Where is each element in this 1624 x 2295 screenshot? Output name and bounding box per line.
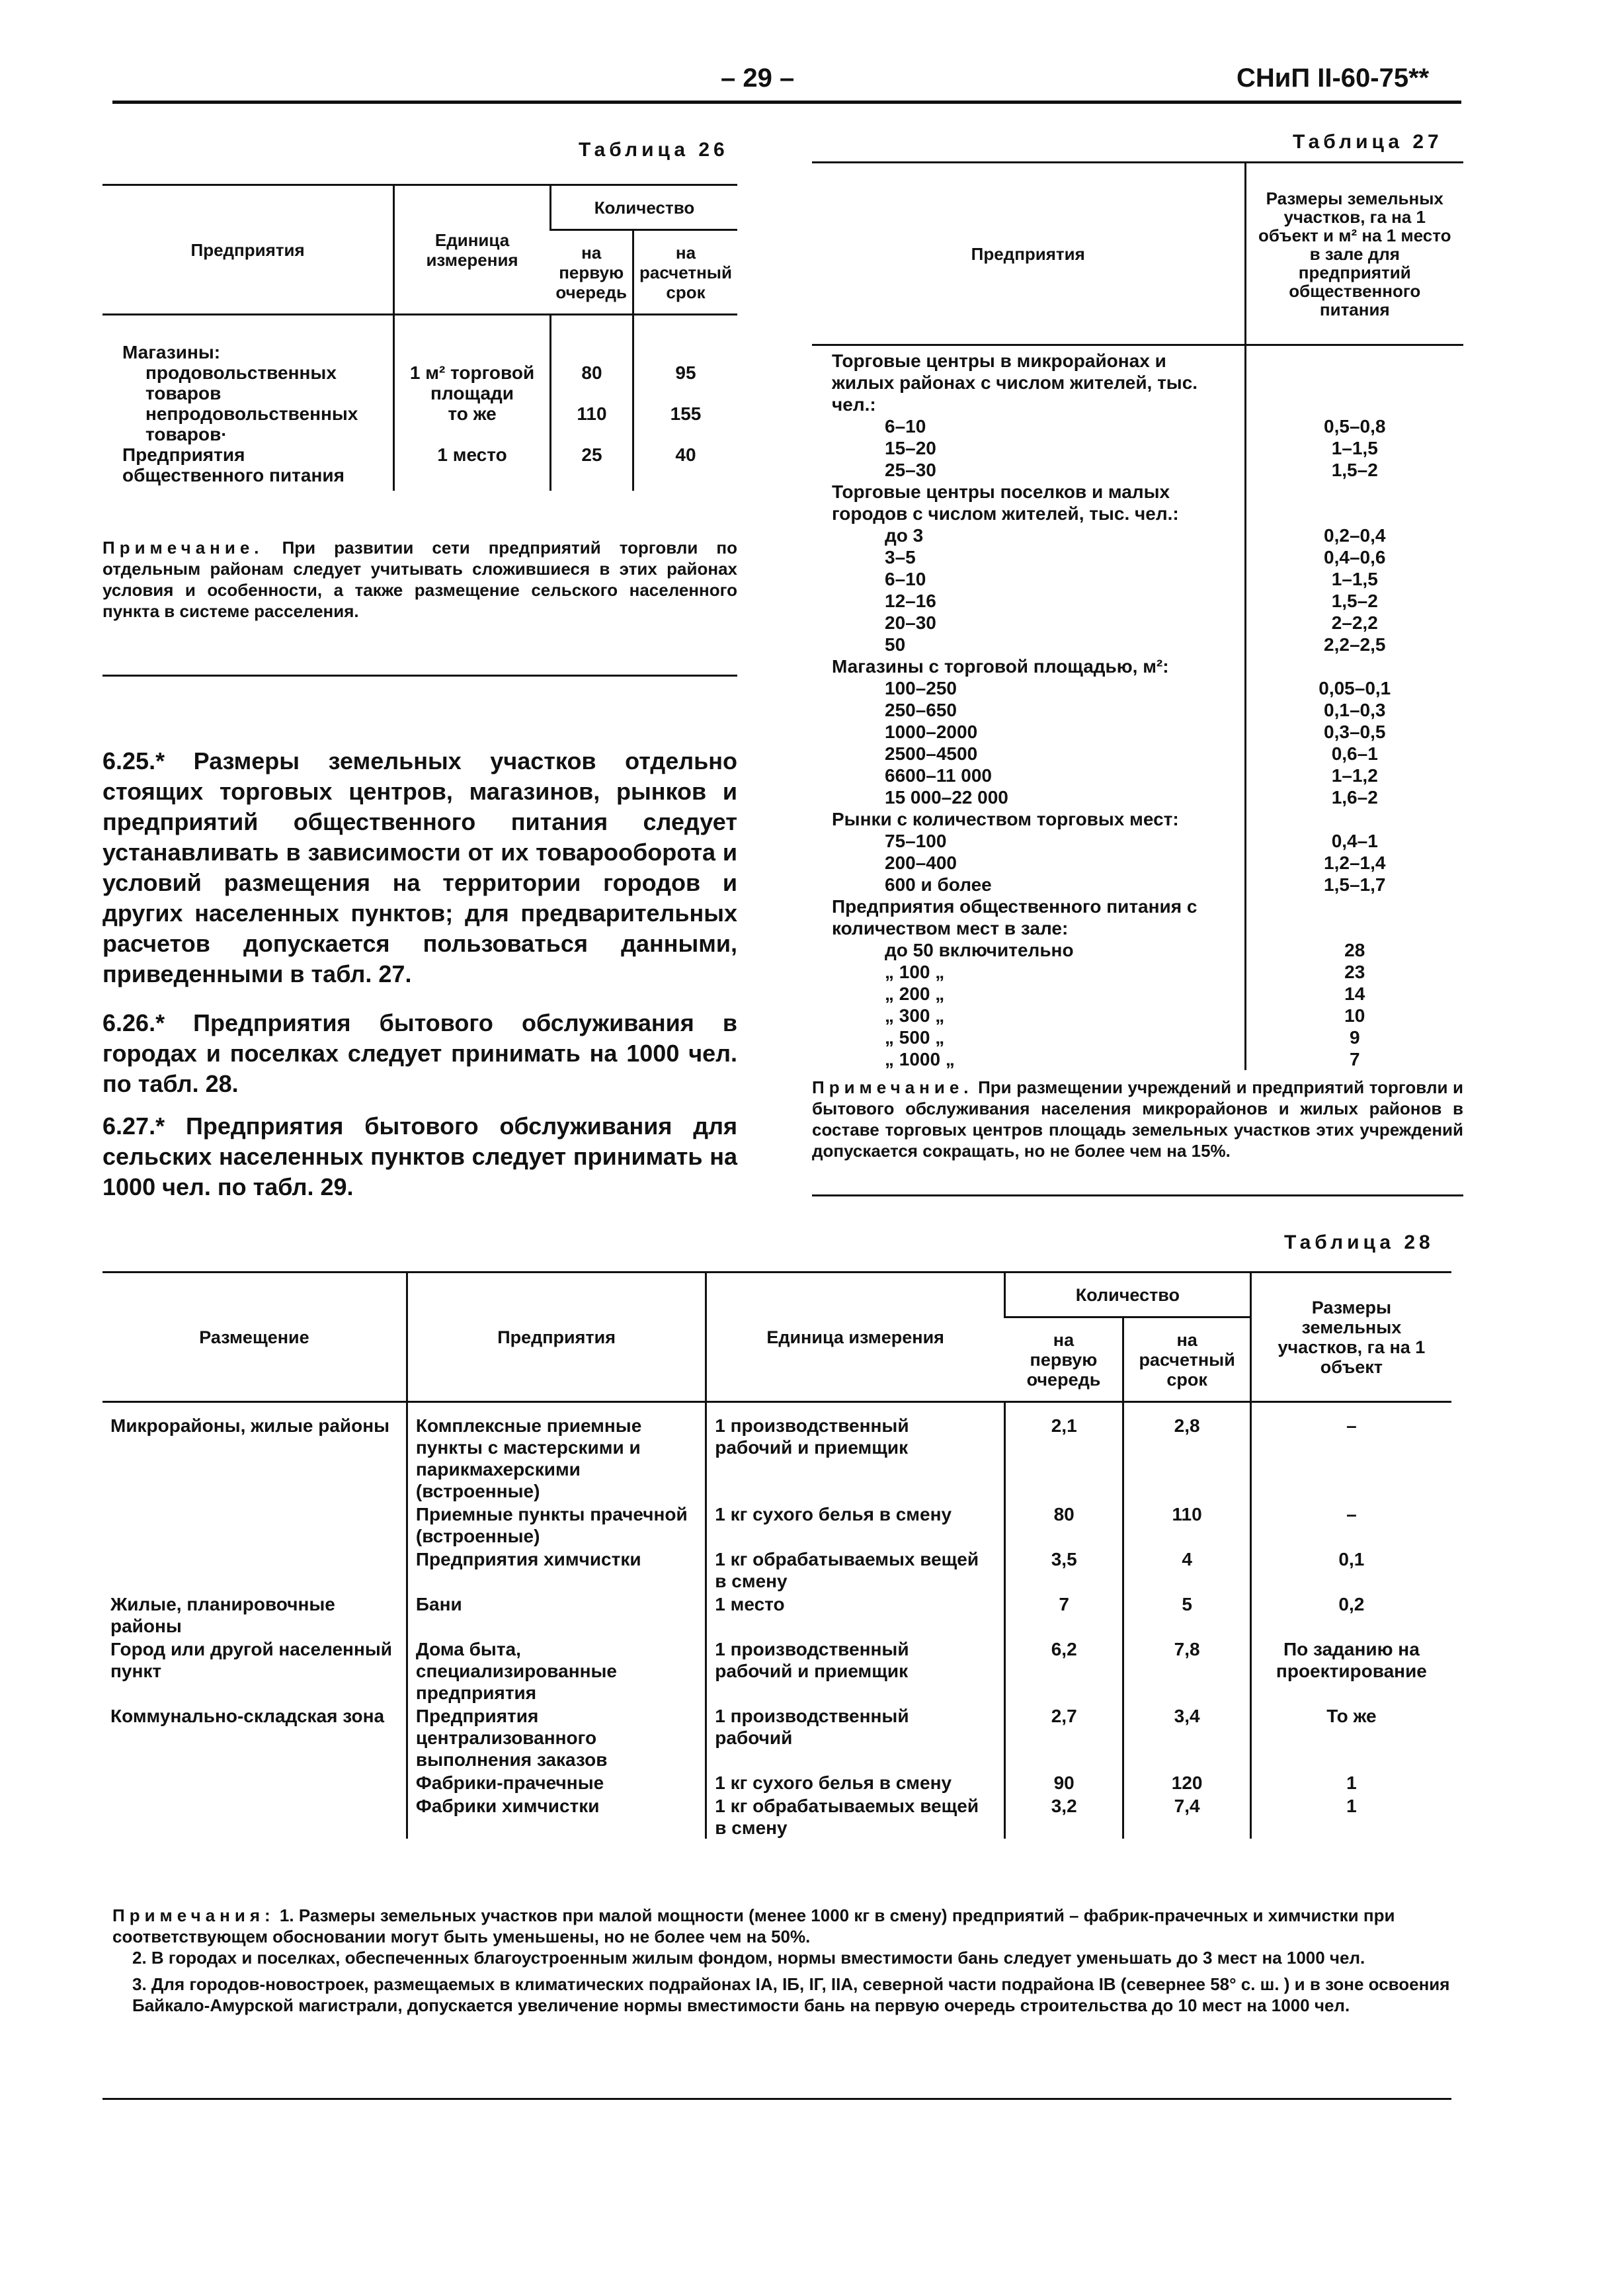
table28-cell-placement: Жилые, планировочные районы: [110, 1594, 335, 1636]
table28-cell-first: 90: [1004, 1771, 1123, 1794]
table-row: [812, 634, 1463, 655]
table27-cell-label: 2500–4500: [885, 743, 978, 764]
table-row: [812, 459, 1463, 481]
table27-caption: Таблица 27: [1293, 131, 1443, 153]
table-row: [812, 808, 1463, 830]
table-row: [812, 699, 1463, 721]
table27-cell-label: „ 200 „: [885, 983, 945, 1004]
table28-col-quantity: Количество: [1004, 1273, 1250, 1317]
table26-group: Магазины:: [122, 342, 221, 362]
table27-cell-value: 10: [1245, 1005, 1463, 1026]
table26-cell-first: 80: [550, 362, 633, 403]
table27-cell-value: 0,4–1: [1245, 830, 1463, 852]
table27-cell-label: Магазины с торговой площадью, м²:: [832, 656, 1169, 677]
paragraph-number: 6.26.*: [102, 1009, 165, 1036]
table28-cell-estimated: 110: [1123, 1502, 1250, 1547]
table28-cell-estimated: 120: [1123, 1771, 1250, 1794]
table28-cell-unit: 1 производственный рабочий и приемщик: [706, 1402, 1005, 1503]
table-row: [102, 1771, 1451, 1794]
table28-cell-size: 0,1: [1250, 1547, 1451, 1592]
table-row: [812, 677, 1463, 699]
table26-caption: Таблица 26: [579, 139, 729, 161]
table28-note-1: 1. Размеры земельных участков при малой мощности (менее 1000 кг в смену) предприятий – фабрик-прачечных и химчистки при соответствующем обосновании могут быть уменьшены, но не более чем на 50%.: [112, 1905, 1395, 1946]
table28-cell-placement: Микрорайоны, жилые районы: [110, 1415, 390, 1436]
table-row: [102, 1704, 1451, 1771]
table-row: [102, 1502, 1451, 1547]
table26-cell-first: 25: [550, 444, 633, 491]
table28-cell-estimated: 4: [1123, 1547, 1250, 1592]
table27-cell-label: 50: [885, 634, 906, 655]
table27-cell-label: „ 100 „: [885, 962, 945, 982]
table26-col-first: на первую очередь: [555, 242, 628, 302]
table28-notes: [112, 1905, 1455, 2016]
table-row: [812, 765, 1463, 786]
table28-cell-size: –: [1250, 1402, 1451, 1503]
table-row: [812, 896, 1463, 939]
table-row: [812, 939, 1463, 961]
table26-note: [102, 537, 737, 622]
table26-cell-name: непродовольственных товаров·: [145, 403, 358, 444]
table-row: [102, 403, 737, 444]
table28-cell-estimated: 3,4: [1123, 1704, 1250, 1771]
table27-cell-label: 100–250: [885, 678, 957, 698]
table-row: [812, 568, 1463, 590]
table27-cell-label: 3–5: [885, 547, 916, 567]
table28-cell-estimated: 5: [1123, 1592, 1250, 1637]
table26-cell-unit: то же: [394, 403, 551, 444]
table28-cell-estimated: 7,8: [1123, 1637, 1250, 1704]
table28-cell-unit: 1 производственный рабочий и приемщик: [706, 1637, 1005, 1704]
table28-note-3: 3. Для городов-новостроек, размещаемых в климатических подрайонах IА, IБ, IГ, IIА, северной части подрайона IВ (севернее 58° с. ш. ) и в зоне освоения Байкало-Амурской магистрали, допускается увеличение нормы вместимости бань на первую очередь строительства до 10 мест на 1000 чел.: [132, 1974, 1450, 2015]
table28-cell-size: По заданию на проектирование: [1250, 1637, 1451, 1704]
table27-cell-label: 6600–11 000: [885, 765, 992, 786]
table27-cell-label: 15–20: [885, 438, 936, 458]
table-row: [812, 983, 1463, 1005]
table27-cell-value: 1–1,5: [1245, 437, 1463, 459]
table27-cell-value: 2–2,2: [1245, 612, 1463, 634]
table27-cell-label: до 50 включительно: [885, 940, 1074, 960]
table27: [812, 161, 1463, 1070]
table-row: [102, 1794, 1451, 1839]
table27-cell-value: 0,3–0,5: [1245, 721, 1463, 743]
table28-col-enterprise: Предприятия: [407, 1273, 706, 1402]
table27-cell-value: 1–1,2: [1245, 765, 1463, 786]
table28-col-first: на первую очередь: [1026, 1329, 1101, 1390]
table28-col-placement: Размещение: [199, 1327, 309, 1347]
table28-cell-enterprise: Комплексные приемные пункты с мастерскими и парикмахерскими (встроенные): [407, 1402, 706, 1503]
table27-cell-value: 1,5–2: [1245, 590, 1463, 612]
table-row: [812, 524, 1463, 546]
table27-cell-label: 1000–2000: [885, 722, 978, 742]
paragraph-6-27: [102, 1111, 737, 1202]
table28: [102, 1271, 1451, 1839]
table28-notes-label: Примечания:: [112, 1905, 275, 1925]
table28-cell-estimated: 7,4: [1123, 1794, 1250, 1839]
table27-cell-label: Предприятия общественного питания с количеством мест в зале:: [832, 896, 1198, 939]
table28-cell-size: 0,2: [1250, 1592, 1451, 1637]
table-row: [812, 590, 1463, 612]
page-number: – 29 –: [721, 63, 795, 93]
table28-cell-size: 1: [1250, 1771, 1451, 1794]
table27-cell-value: 2,2–2,5: [1245, 634, 1463, 655]
table-row: [812, 612, 1463, 634]
table27-cell-value: 0,05–0,1: [1245, 677, 1463, 699]
table28-cell-enterprise: Фабрики-прачечные: [407, 1771, 706, 1794]
table26-cell-first: 110: [550, 403, 633, 444]
table28-cell-first: 6,2: [1004, 1637, 1123, 1704]
table27-note-label: Примечание.: [812, 1077, 973, 1097]
table28-cell-first: 3,5: [1004, 1547, 1123, 1592]
table28-cell-size: То же: [1250, 1704, 1451, 1771]
table27-cell-label: 20–30: [885, 612, 936, 633]
paragraph-6-26: [102, 1008, 737, 1099]
table-row: [102, 1592, 1451, 1637]
paragraph-text: Размеры земельных участков отдельно стоящих торговых центров, магазинов, рынков и предприятий общественного питания следует устанавливать в зависимости от их товарооборота и условий размещения на территории городов и других населенных пунктов; для предварительных расчетов допускается пользоваться данными, приведенными в табл. 27.: [102, 747, 737, 987]
table27-cell-value: 28: [1245, 939, 1463, 961]
table28-cell-first: 2,1: [1004, 1402, 1123, 1503]
paragraph-text: Предприятия бытового обслуживания в городах и поселках следует принимать на 1000 чел. по табл. 28.: [102, 1009, 737, 1097]
table27-cell-value: 1,6–2: [1245, 786, 1463, 808]
table28-cell-placement: Город или другой населенный пункт: [110, 1639, 393, 1681]
paragraph-6-25: [102, 746, 737, 989]
table-row: [812, 786, 1463, 808]
table28-cell-enterprise: Предприятия химчистки: [407, 1547, 706, 1592]
table27-cell-value: [1245, 655, 1463, 677]
table-row: [812, 481, 1463, 524]
table27-cell-label: 200–400: [885, 853, 957, 873]
table-row: [102, 444, 737, 491]
table27-cell-value: 7: [1245, 1048, 1463, 1070]
table27-cell-label: 12–16: [885, 591, 936, 611]
table28-col-estimated: на расчетный срок: [1123, 1317, 1250, 1402]
table-row: [812, 830, 1463, 852]
table27-cell-value: [1245, 808, 1463, 830]
table27-cell-label: Торговые центры в микрорайонах и жилых районах с числом жителей, тыс. чел.:: [832, 351, 1198, 415]
paragraph-number: 6.27.*: [102, 1112, 165, 1140]
table27-col-enterprise: Предприятия: [971, 243, 1085, 264]
table27-cell-value: 1,5–2: [1245, 459, 1463, 481]
table28-cell-size: –: [1250, 1502, 1451, 1547]
table28-cell-placement: [102, 1794, 407, 1839]
table-row: [812, 874, 1463, 896]
table28-cell-enterprise: Бани: [407, 1592, 706, 1637]
table-row: [102, 1637, 1451, 1704]
table-row: [812, 961, 1463, 983]
table26-cell-unit: 1 м² торговой площади: [394, 362, 551, 403]
table27-note-text: При размещении учреждений и предприятий торговли и бытового обслуживания населения микрорайонов и жилых районов в составе торговых центров площадь земельных участков этих учреждений допускается сокращать, но не более чем на 15%.: [812, 1077, 1463, 1161]
table28-cell-enterprise: Предприятия централизованного выполнения заказов: [407, 1704, 706, 1771]
table27-bottom-rule: [812, 1194, 1463, 1196]
table-row: [102, 362, 737, 403]
table26-cell-name: продовольственных товаров: [145, 362, 337, 403]
table27-cell-label: 250–650: [885, 700, 957, 720]
table-row: [102, 1547, 1451, 1592]
table28-cell-unit: 1 кг обрабатываемых вещей в смену: [706, 1547, 1005, 1592]
table27-cell-label: Рынки с количеством торговых мест:: [832, 809, 1179, 829]
table27-cell-label: „ 1000 „: [885, 1049, 955, 1069]
table28-cell-unit: 1 кг обрабатываемых вещей в смену: [706, 1794, 1005, 1839]
table28-cell-enterprise: Дома быта, специализированные предприятия: [407, 1637, 706, 1704]
table-row: [102, 1402, 1451, 1503]
table28-caption: Таблица 28: [1284, 1231, 1434, 1253]
table28-cell-first: 80: [1004, 1502, 1123, 1547]
table27-cell-value: 0,5–0,8: [1245, 415, 1463, 437]
table26-cell-unit: 1 место: [394, 444, 551, 491]
table-row: [812, 852, 1463, 874]
table28-cell-unit: 1 кг сухого белья в смену: [706, 1771, 1005, 1794]
table28-cell-placement: [102, 1771, 407, 1794]
header-rule: [112, 101, 1461, 104]
table26: [102, 184, 737, 491]
table27-cell-value: [1245, 896, 1463, 939]
table27-cell-label: 6–10: [885, 569, 926, 589]
table27-cell-value: 0,2–0,4: [1245, 524, 1463, 546]
table28-cell-size: 1: [1250, 1794, 1451, 1839]
table-row: [812, 743, 1463, 765]
table28-cell-first: 7: [1004, 1592, 1123, 1637]
table-row: [812, 1048, 1463, 1070]
table28-cell-placement: [102, 1502, 407, 1547]
table28-cell-first: 2,7: [1004, 1704, 1123, 1771]
table27-cell-label: 75–100: [885, 831, 947, 851]
table27-cell-label: „ 500 „: [885, 1027, 945, 1048]
table28-cell-estimated: 2,8: [1123, 1402, 1250, 1503]
table28-cell-unit: 1 место: [706, 1592, 1005, 1637]
paragraph-text: Предприятия бытового обслуживания для сельских населенных пунктов следует принимать на 1000 чел. по табл. 29.: [102, 1112, 737, 1200]
table28-cell-first: 3,2: [1004, 1794, 1123, 1839]
table26-col-quantity: Количество: [550, 185, 737, 230]
table27-cell-label: 6–10: [885, 416, 926, 437]
table-row: [812, 437, 1463, 459]
table-row: [812, 345, 1463, 416]
table28-cell-unit: 1 производственный рабочий: [706, 1704, 1005, 1771]
table27-cell-label: „ 300 „: [885, 1005, 945, 1026]
table26-cell-estimated: 40: [633, 444, 737, 491]
table26-col-unit: Единица измерения: [394, 185, 551, 315]
table-row: [812, 655, 1463, 677]
table26-note-label: Примечание.: [102, 538, 264, 558]
table28-bottom-rule: [102, 2098, 1451, 2100]
table27-cell-value: [1245, 345, 1463, 416]
table26-cell-name: Предприятия общественного питания: [122, 444, 345, 485]
table-row: [812, 1005, 1463, 1026]
table27-cell-value: 0,4–0,6: [1245, 546, 1463, 568]
table27-cell-value: 14: [1245, 983, 1463, 1005]
document-code: СНиП II-60-75**: [1237, 63, 1430, 93]
table28-cell-placement: [102, 1547, 407, 1592]
table26-note-text: При развитии сети предприятий торговли по отдельным районам следует учитывать сложившиеся в этих районах условия и особенности, а также размещение сельского населенного пункта в системе расселения.: [102, 538, 737, 621]
table27-cell-label: Торговые центры поселков и малых городов с числом жителей, тыс. чел.:: [832, 481, 1179, 524]
paragraph-number: 6.25.*: [102, 747, 165, 774]
table28-cell-unit: 1 кг сухого белья в смену: [706, 1502, 1005, 1547]
table27-cell-value: [1245, 481, 1463, 524]
table27-cell-value: 0,1–0,3: [1245, 699, 1463, 721]
table27-cell-value: 0,6–1: [1245, 743, 1463, 765]
table26-cell-estimated: 155: [633, 403, 737, 444]
table28-cell-enterprise: Приемные пункты прачечной (встроенные): [407, 1502, 706, 1547]
table27-cell-value: 9: [1245, 1026, 1463, 1048]
table28-col-unit: Единица измерения: [706, 1273, 1005, 1402]
table-row: [812, 546, 1463, 568]
table27-cell-label: до 3: [885, 525, 924, 546]
table26-cell-estimated: 95: [633, 362, 737, 403]
table26-col-enterprise: Предприятия: [190, 239, 305, 260]
table27-cell-value: 1,2–1,4: [1245, 852, 1463, 874]
table28-cell-enterprise: Фабрики химчистки: [407, 1794, 706, 1839]
table28-cell-placement: Коммунально-складская зона: [110, 1706, 385, 1726]
table27-note: [812, 1077, 1463, 1161]
table27-cell-value: 1–1,5: [1245, 568, 1463, 590]
table-row: [812, 721, 1463, 743]
table-row: [812, 415, 1463, 437]
table27-col-size: Размеры земельных участков, га на 1 объект и м² на 1 место в зале для предприятий общественного питания: [1245, 163, 1463, 345]
table27-cell-label: 25–30: [885, 460, 936, 480]
table-row: [812, 1026, 1463, 1048]
table27-cell-value: 1,5–1,7: [1245, 874, 1463, 896]
table27-cell-label: 15 000–22 000: [885, 787, 1008, 808]
table28-col-size: Размеры земельных участков, га на 1 объект: [1250, 1273, 1451, 1402]
table26-bottom-rule: [102, 675, 737, 677]
table27-cell-value: 23: [1245, 961, 1463, 983]
table26-col-estimated: на расчетный срок: [633, 230, 737, 315]
table27-cell-label: 600 и более: [885, 874, 992, 895]
table28-note-2: 2. В городах и поселках, обеспеченных благоустроенным жилым фондом, нормы вместимости бань следует уменьшать до 3 мест на 1000 чел.: [132, 1948, 1365, 1968]
